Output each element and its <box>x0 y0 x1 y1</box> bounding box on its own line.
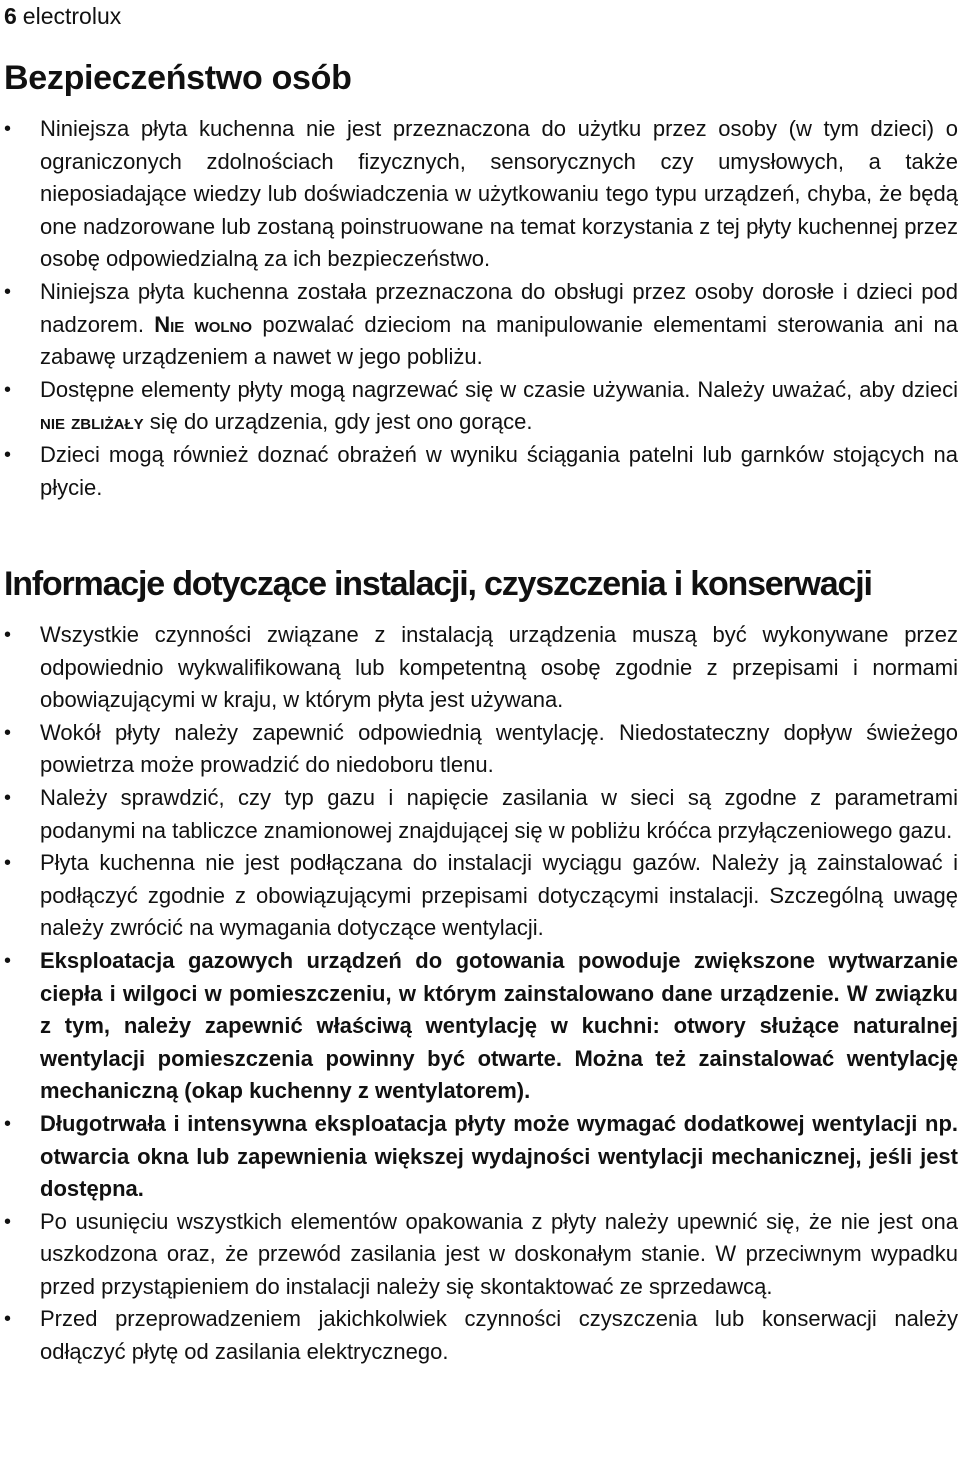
item-text: Przed przeprowadzeniem jakichkolwiek czynności czyszczenia lub konserwacji należy odłączyć płytę od zasilania elektrycznego. <box>40 1306 958 1365</box>
item-text: Wszystkie czynności związane z instalacją urządzenia muszą być wykonywane przez odpowiednio wykwalifikowaną lub kompetentną osobę zgodnie z przepisami i normami obowiązującymi w kraju, w którym płyta jest używana. <box>40 622 958 713</box>
item-text-before: Dostępne elementy płyty mogą nagrzewać się w czasie używania. Należy uważać, aby dzieci <box>40 376 958 402</box>
list-item <box>0 717 960 782</box>
item-text: Długotrwała i intensywna eksploatacja płyty może wymagać dodatkowej wentylacji np. otwarcia okna lub zapewnienia większej wydajności wentylacji mechanicznej, jeśli jest dostępna. <box>40 1110 958 1202</box>
item-text: Niniejsza płyta kuchenna nie jest przeznaczona do użytku przez osoby (w tym dzieci) o ograniczonych zdolnościach fizycznych, sensorycznych czy umysłowych, a także nieposiadające wiedzy lub doświadczenia w użytkowaniu tego typu urządzeń, chyba, że będą one nadzorowane lub zostaną poinstruowane na temat korzystania z tej płyty kuchennej przez osobę odpowiedzialną za ich bezpieczeństwo. <box>40 116 958 272</box>
installation-info-list <box>0 619 960 1369</box>
personal-safety-list <box>0 113 960 504</box>
section-title-installation-info: Informacje dotyczące instalacji, czyszczenia i konserwacji <box>4 565 872 603</box>
item-text: Dzieci mogą również doznać obrażeń w wyniku ściągania patelni lub garnków stojących na płycie. <box>40 441 958 500</box>
item-text: Płyta kuchenna nie jest podłączana do instalacji wyciągu gazów. Należy ją zainstalować i podłączyć zgodnie z obowiązującymi przepisami dotyczącymi instalacji. Szczególną uwagę należy zwrócić na wymagania dotyczące wentylacji. <box>40 850 958 941</box>
list-item <box>0 1206 960 1304</box>
list-item <box>0 945 960 1108</box>
item-emphasis: nie zbliżały <box>40 409 144 435</box>
list-item <box>0 619 960 717</box>
item-text: Wokół płyty należy zapewnić odpowiednią wentylację. Niedostateczny dopływ świeżego powietrza może prowadzić do niedoboru tlenu. <box>40 719 958 778</box>
page-header <box>4 0 121 32</box>
list-item <box>0 1108 960 1206</box>
item-text: Eksploatacja gazowych urządzeń do gotowania powoduje zwiększone wytwarzanie ciepła i wilgoci w pomieszczeniu, w którym zainstalowano dane urządzenie. W związku z tym, należy zapewnić właściwą wentylację w kuchni: otwory służące naturalnej wentylacji pomieszczenia powinny być otwarte. Można też zainstalować wentylację mechaniczną (okap kuchenny z wentylatorem). <box>40 947 958 1104</box>
list-item <box>0 113 960 276</box>
list-item <box>0 1303 960 1368</box>
list-item <box>0 439 960 504</box>
section-title-personal-safety: Bezpieczeństwo osób <box>4 59 352 97</box>
list-item <box>0 276 960 374</box>
brand-name: electrolux <box>22 3 122 29</box>
item-text-before: Niniejsza płyta kuchenna została przeznaczona do obsługi przez osoby dorosłe i dzieci pod nadzorem. <box>40 278 958 337</box>
list-item <box>0 374 960 439</box>
list-item <box>0 782 960 847</box>
item-text: Należy sprawdzić, czy typ gazu i napięcie zasilania w sieci są zgodne z parametrami podanymi na tabliczce znamionowej znajdującej się w pobliżu króćca przyłączeniowego gazu. <box>40 784 958 843</box>
list-item <box>0 847 960 945</box>
item-text: Po usunięciu wszystkich elementów opakowania z płyty należy upewnić się, że nie jest ona uszkodzona oraz, że przewód zasilania jest w doskonałym stanie. W przeciwnym wypadku przed przystąpieniem do instalacji należy się skontaktować ze sprzedawcą. <box>40 1208 958 1299</box>
page-number: 6 <box>4 3 17 29</box>
item-text-after: pozwalać dzieciom na manipulowanie elementami sterowania ani na zabawę urządzeniem a nawet w jego pobliżu. <box>40 311 958 370</box>
item-emphasis: Nie wolno <box>154 311 253 337</box>
item-text-after: się do urządzenia, gdy jest ono gorące. <box>149 409 533 435</box>
